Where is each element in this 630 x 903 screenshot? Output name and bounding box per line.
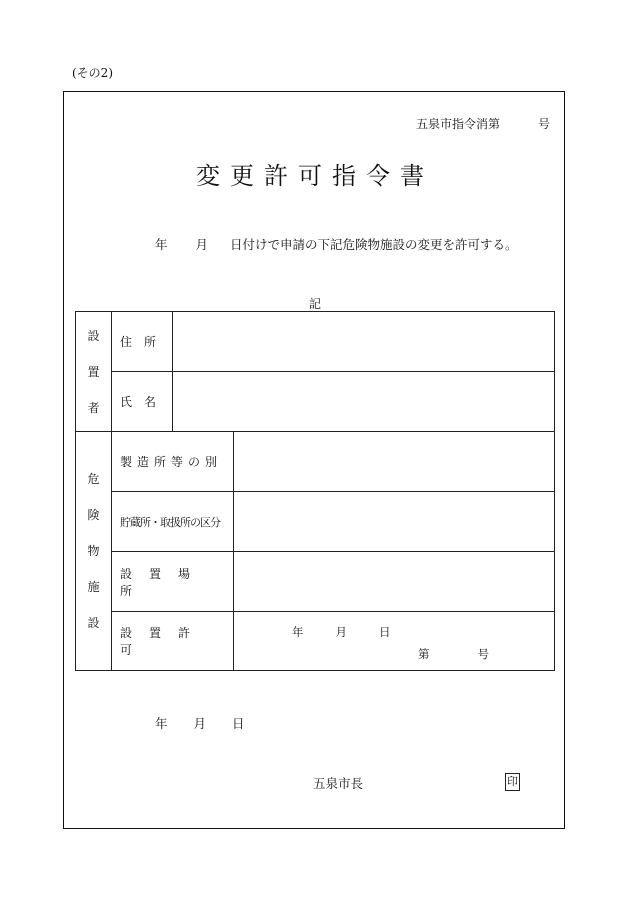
doc-number-suffix: 号: [538, 117, 551, 131]
address-label: 住 所: [112, 312, 173, 372]
permit-number: 第 号: [418, 647, 489, 661]
mayor-signature-label: 五泉市長: [313, 776, 364, 791]
permit-form-table: [75, 311, 555, 671]
issue-date: 年 月 日: [155, 716, 245, 731]
body-sentence: 日付けで申請の下記危険物施設の変更を許可する。: [230, 237, 518, 252]
name-label: 氏 名: [112, 372, 173, 432]
seal-box: 印: [505, 773, 520, 791]
doc-number-prefix: 五泉市指令消第: [416, 117, 501, 131]
facility-place-field[interactable]: [234, 552, 555, 612]
page-label: (その2): [72, 66, 113, 80]
facility-class-label: 貯蔵所・取扱所の区分: [112, 492, 234, 552]
facility-type-label: 製造所等の別: [112, 432, 234, 492]
facility-class-field[interactable]: [234, 492, 555, 552]
permit-date: 年 月 日: [292, 625, 391, 639]
facility-permit-label: 設置許可: [112, 612, 234, 671]
document-number: [416, 115, 550, 132]
facility-place-label: 設置場所: [112, 552, 234, 612]
installer-group-label: 設 置 者: [76, 312, 112, 432]
body-month: 月: [195, 237, 209, 252]
facility-type-field[interactable]: [234, 432, 555, 492]
address-field[interactable]: [173, 312, 555, 372]
document-title: 変更許可指令書: [196, 162, 434, 190]
body-year: 年: [155, 237, 168, 252]
name-field[interactable]: [173, 372, 555, 432]
ki-heading: 記: [309, 297, 322, 311]
facility-group-label: 危 険 物 施 設: [76, 432, 112, 671]
body-text: [155, 235, 518, 253]
facility-permit-field[interactable]: [234, 612, 555, 671]
